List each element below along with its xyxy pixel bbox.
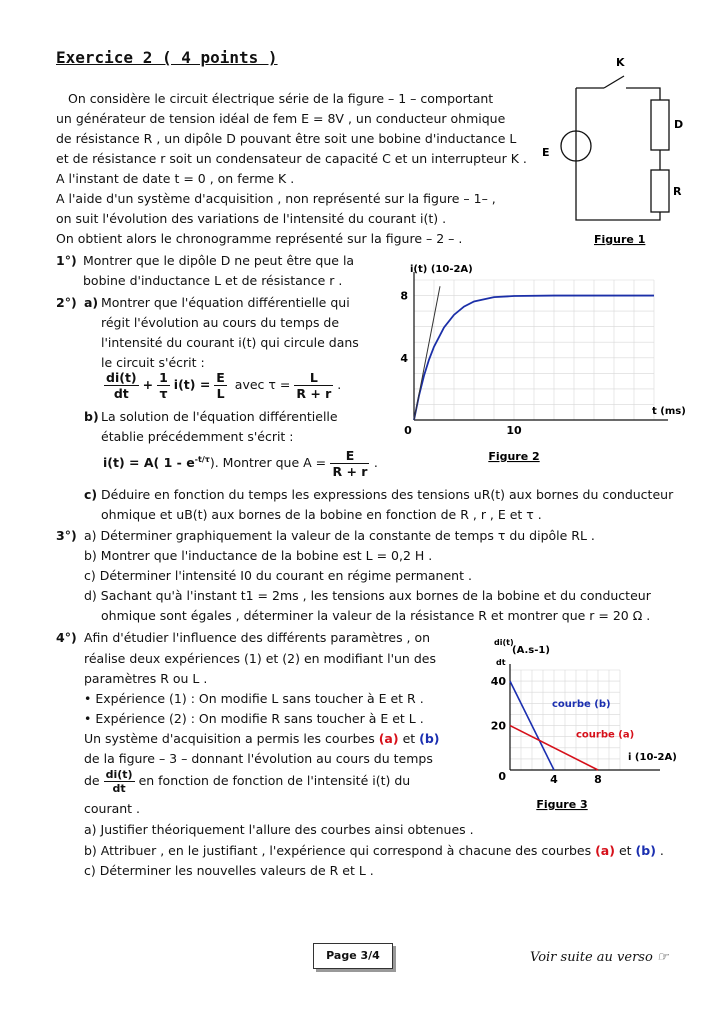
origin-label: 0 [498,770,506,783]
sol-E: E [330,448,369,464]
q3-a: a) Déterminer graphiquement la valeur de la constante de temps τ du dipôle RL . [84,528,595,543]
q4-number: 4°) [56,630,77,645]
y-tick-4: 4 [400,351,408,365]
q2a-line-3: l'intensité du courant i(t) qui circule dans [101,335,359,350]
figure-2-caption: Figure 2 [488,450,540,463]
q4-line-1: Afin d'étudier l'influence des différents paramètres , on [84,630,431,645]
q2a-line-2: régit l'évolution au cours du temps de [101,315,340,330]
q4-line-6: de $\frac{di(t)}{dt}$ en fonction de fonction de l'intensité i(t) du [84,768,411,795]
q4-line-7: courant . [84,801,141,816]
intro-line-5: A l'instant de date t = 0 , on ferme K . [56,171,295,186]
exercise-title: Exercice 2 ( 4 points ) [56,48,278,67]
q2c-label: c) [84,487,98,502]
q2c-line-1: Déduire en fonction du temps les expressions des tensions uR(t) aux bornes du conducteur [101,487,674,502]
switch-k [604,76,624,88]
intro-line-1: On considère le circuit électrique série de la figure – 1 – comportant [68,91,494,106]
y-axis-label: i(t) (10-2A) [410,264,473,275]
q4-line-2: réalise deux expériences (1) et (2) en modifiant l'un des [84,651,436,666]
x-axis-label: t (ms) [652,406,686,417]
q3-d-2: ohmique sont égales , déterminer la valeur de la résistance R et montrer que r = 20 Ω . [101,608,651,623]
q2a-line-1: Montrer que l'équation différentielle qui [101,295,350,310]
eq-tau: τ [159,386,168,401]
q2b-label: b) [84,409,99,424]
eq-tau-num: L [294,370,333,386]
intro-line-2: un générateur de tension idéal de fem E = 8V , un conducteur ohmique [56,111,506,126]
y-tick-40: 40 [490,675,506,689]
eq-tau-den: R + r [296,386,332,401]
y-label-num: di(t) [494,638,514,647]
sol-right: ). Montrer que A = [209,455,327,470]
q4-line-3: paramètres R ou L . [84,671,208,686]
eq-one: 1 [159,370,168,385]
q4-b: b) Attribuer , en le justifiant , l'expérience qui correspond à chacune des courbes (a) et (b) . [84,843,664,858]
tangent-line [414,286,440,420]
intro-line-4: et de résistance r soit un condensateur de capacité C et un interrupteur K . [56,151,527,166]
q2c-line-2: ohmique et uB(t) aux bornes de la bobine en fonction de R , r , E et τ . [101,507,542,522]
sol-exp: -t/τ [194,454,210,464]
eq-L: L [216,386,225,401]
q1-number: 1°) [56,253,77,268]
eq-plus: + [142,377,154,392]
y-label-den: dt [496,658,506,667]
intro-line-7: on suit l'évolution des variations de l'intensité du courant i(t) . [56,211,447,226]
eq-E: E [216,370,225,385]
q3-c: c) Déterminer l'intensité I0 du courant en régime permanent . [84,568,472,583]
eq-avec: avec τ = [234,377,291,392]
figure-2-chart [392,255,702,465]
legend-curve-a: courbe (a) [576,729,635,741]
x-tick-8: 8 [594,773,602,786]
mark-a: (a) [378,731,399,746]
differential-equation [104,370,341,401]
x-axis-label: i (10-2A) [628,752,677,763]
q2a-label: a) [84,295,99,310]
q1-line-1: Montrer que le dipôle D ne peut être que la [83,253,355,268]
x-tick-10: 10 [506,424,522,437]
label-r: R [673,185,682,198]
q3-number: 3°) [56,528,77,543]
q2a-line-4: le circuit s'écrit : [101,355,205,370]
x-tick-4: 4 [550,773,558,786]
intro-line-6: A l'aide d'un système d'acquisition , non représenté sur la figure – 1– , [56,191,496,206]
label-e: E [542,146,550,159]
solution-equation [103,448,378,479]
sol-left: i(t) = A( 1 - e [103,455,195,470]
q2b-line-2: établie précédemment s'écrit : [101,429,294,444]
q4-line-4: Un système d'acquisition a permis les courbes (a) et (b) [84,731,440,746]
eq-dot: . [337,377,342,392]
label-d: D [674,118,684,131]
origin-label: 0 [404,424,412,437]
q4-a: a) Justifier théoriquement l'allure des courbes ainsi obtenues . [84,822,474,837]
legend-curve-b: courbe (b) [552,699,611,711]
q4-line-5: de la figure – 3 – donnant l'évolution au cours du temps [84,751,433,766]
y-label-unit: (A.s-1) [512,645,550,656]
q4-experience-1: • Expérience (1) : On modifie L sans toucher à E et R . [84,691,424,706]
figure-3-caption: Figure 3 [536,798,588,811]
figure-1-circuit [538,50,698,250]
q3-d-1: d) Sachant qu'à l'instant t1 = 2ms , les tensions aux bornes de la bobine et du conducteur [84,588,651,603]
eq-it: i(t) = [173,377,211,392]
q2-number: 2°) [56,295,77,310]
resistor-r [651,170,669,212]
sol-dot: . [373,455,378,470]
eq-didt-den: dt [113,386,129,401]
q4-c: c) Déterminer les nouvelles valeurs de R et L . [84,863,374,878]
q4-experience-2: • Expérience (2) : On modifie R sans toucher à E et L . [84,711,424,726]
sol-Rr: R + r [332,464,368,479]
dipole-d [651,100,669,150]
label-k: K [616,56,625,69]
eq-didt-num: di(t) [106,370,137,385]
intro-line-3: de résistance R , un dipôle D pouvant être soit une bobine d'inductance L [56,131,517,146]
figure-1-caption: Figure 1 [594,233,646,246]
figure-3-chart [486,633,706,813]
q2b-line-1: La solution de l'équation différentielle [101,409,338,424]
intro-line-8: On obtient alors le chronogramme représenté sur la figure – 2 – . [56,231,463,246]
q3-b: b) Montrer que l'inductance de la bobine est L = 0,2 H . [84,548,433,563]
mark-b: (b) [419,731,440,746]
q1-line-2: bobine d'inductance L et de résistance r . [83,273,343,288]
page-number: Page 3/4 [313,943,393,969]
y-tick-20: 20 [490,719,506,733]
y-tick-8: 8 [400,289,408,303]
continue-note: Voir suite au verso ☞ [530,950,669,965]
